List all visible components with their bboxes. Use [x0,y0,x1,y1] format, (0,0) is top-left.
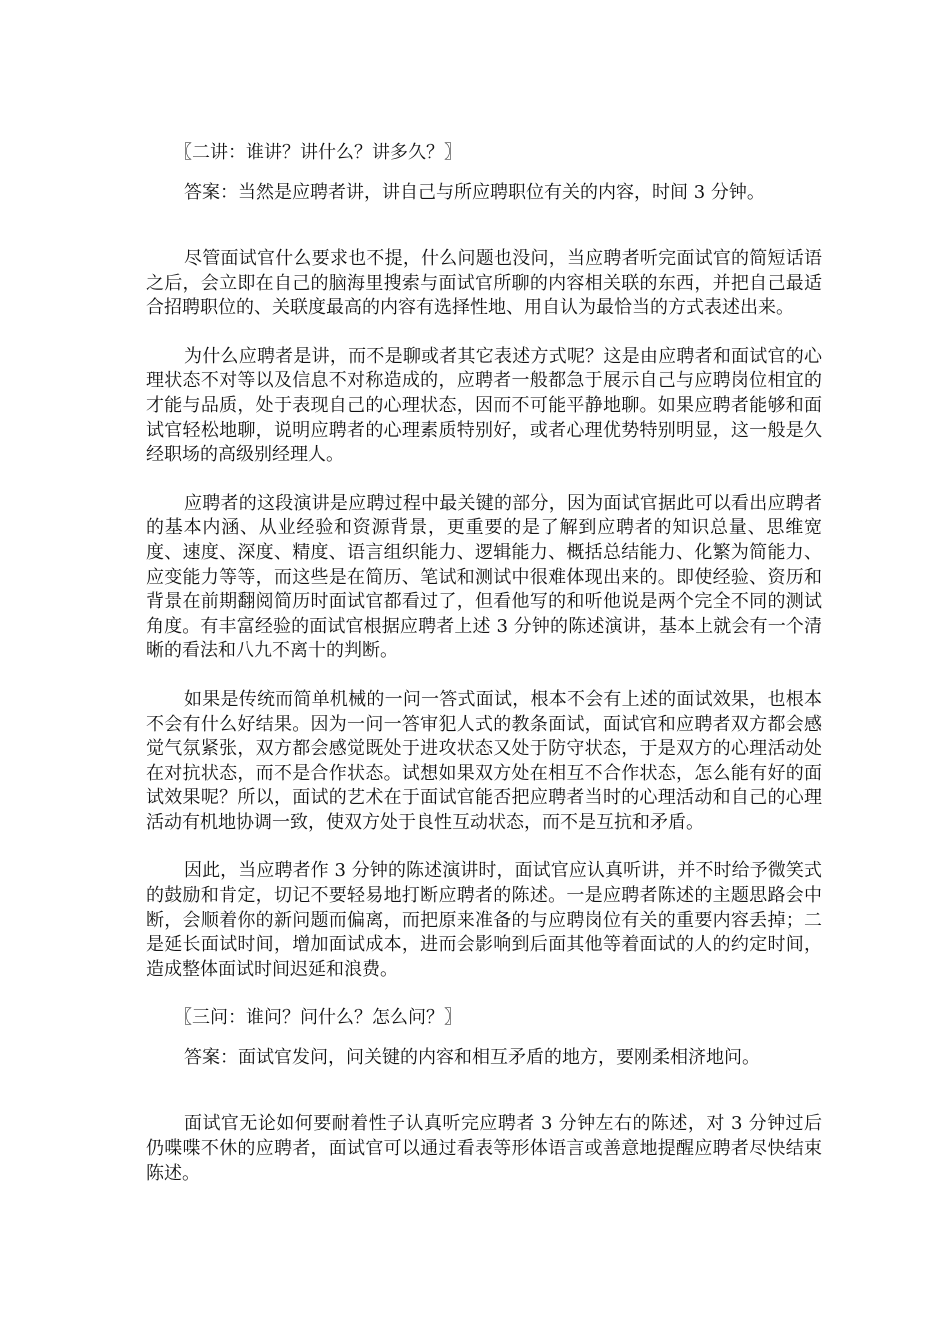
section-answer-three: 答案：面试官发问，问关键的内容和相互矛盾的地方，要刚柔相济地问。 [184,1047,760,1069]
spacer [146,205,822,247]
body-paragraph: 应聘者的这段演讲是应聘过程中最关键的部分，因为面试官据此可以看出应聘者的基本内涵、从业经验和资源背景，更重要的是了解到应聘者的知识总量、思维宽度、速度、深度、精度、语言组织能力、逻辑能力、概括总结能力、化繁为简能力、应变能力等等，而这些是在简历、笔试和测试中很难体现出来的。即使经验、资历和背景在前期翻阅简历时面试官都看过了，但看他写的和听他说是两个完全不同的测试角度。有丰富经验的面试官根据应聘者上述 3 分钟的陈述演讲，基本上就会有一个清晰的看法和八九不离十的判断。 [146,492,822,662]
body-paragraph: 尽管面试官什么要求也不提，什么问题也没问，当应聘者听完面试官的简短话语之后，会立即在自己的脑海里搜索与面试官所聊的内容相关联的东西，并把自己最适合招聘职位的、关联度最高的内容有选择性地、用自认为最恰当的方式表述出来。 [146,248,822,319]
spacer [146,664,822,688]
spacer [146,982,822,1006]
body-paragraph: 如果是传统而简单机械的一问一答式面试，根本不会有上述的面试效果，也根本不会有什么好结果。因为一问一答审犯人式的教条面试，面试官和应聘者双方都会感觉气氛紧张，双方都会感觉既处于进攻状态又处于防守状态，于是双方的心理活动处在对抗状态，而不是合作状态。试想如果双方处在相互不合作状态，怎么能有好的面试效果呢？所以，面试的艺术在于面试官能否把应聘者当时的心理活动和自己的心理活动有机地协调一致，使双方处于良性互动状态，而不是互抗和矛盾。 [146,688,822,833]
section-heading-two: 〖二讲：谁讲？讲什么？讲多久？〗 [174,142,462,163]
spacer [146,835,822,859]
body-paragraph: 面试官无论如何要耐着性子认真听完应聘者 3 分钟左右的陈述，对 3 分钟过后仍喋喋不休的应聘者，面试官可以通过看表等形体语言或善意地提醒应聘者尽快结束陈述。 [146,1113,822,1184]
spacer [146,165,822,181]
spacer [146,468,822,492]
document-body [146,141,822,1186]
body-paragraph: 为什么应聘者是讲，而不是聊或者其它表述方式呢？这是由应聘者和面试官的心理状态不对等以及信息不对称造成的，应聘者一般都急于展示自己与应聘岗位相宜的才能与品质，处于表现自己的心理状态，因而不可能平静地聊。如果应聘者能够和面试官轻松地聊，说明应聘者的心理素质特别好，或者心理优势特别明显，这一般是久经职场的高级别经理人。 [146,345,822,466]
spacer [146,1070,822,1112]
section-answer-two: 答案：当然是应聘者讲，讲自己与所应聘职位有关的内容，时间 3 分钟。 [184,182,765,203]
spacer [146,321,822,345]
section-heading-three: 〖三问：谁问？问什么？怎么问？〗 [174,1007,462,1029]
body-paragraph: 因此，当应聘者作 3 分钟的陈述演讲时，面试官应认真听讲，并不时给予微笑式的鼓励和肯定，切记不要轻易地打断应聘者的陈述。一是应聘者陈述的主题思路会中断，会顺着你的新问题而偏离，而把原来准备的与应聘岗位有关的重要内容丢掉；二是延长面试时间，增加面试成本，进而会影响到后面其他等着面试的人的约定时间，造成整体面试时间迟延和浪费。 [146,860,822,980]
spacer [146,1030,822,1046]
